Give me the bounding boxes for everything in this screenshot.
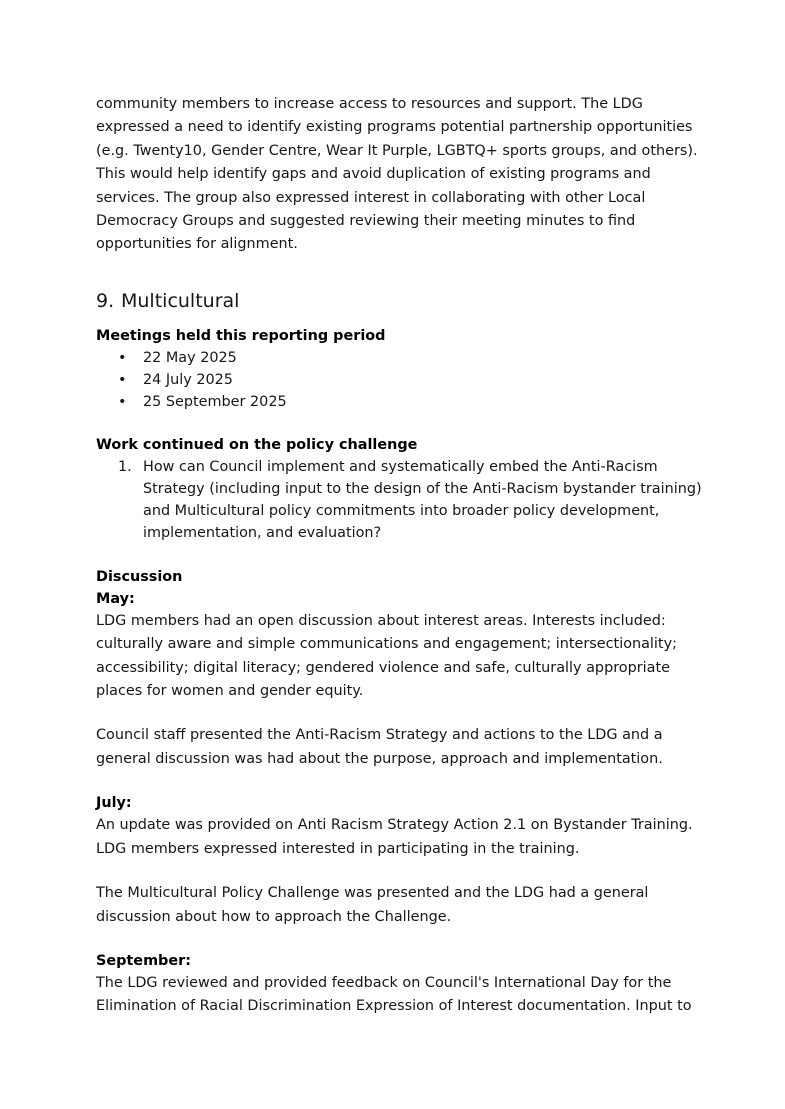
may-paragraph-1: LDG members had an open discussion about interest areas. Interests included: culturally aware and simple communications and engagement; intersectionality; accessibility; digital literacy; gendered violence and safe, culturally appropriate places for women and gender equity. — [96, 612, 677, 700]
meetings-heading: Meetings held this reporting period — [96, 327, 386, 344]
bullet-icon: • — [118, 371, 127, 388]
meeting-dates-list — [96, 347, 706, 413]
document-page — [96, 93, 706, 1019]
may-paragraph-2: Council staff presented the Anti-Racism Strategy and actions to the LDG and a general discussion was had about the purpose, approach and implementation. — [96, 727, 663, 767]
september-label: September: — [96, 952, 191, 969]
september-paragraph-1: The LDG reviewed and provided feedback on Council's International Day for the Elimination of Racial Discrimination Expression of Interest documentation. Input to — [96, 974, 692, 1015]
bullet-icon: • — [118, 349, 127, 366]
section-number: 9. — [96, 289, 115, 312]
section-title: Multicultural — [121, 289, 240, 312]
section-heading — [96, 288, 706, 314]
policy-challenge-list — [96, 456, 706, 544]
discussion-heading: Discussion — [96, 568, 183, 585]
policy-question: How can Council implement and systematically embed the Anti-Racism Strategy (including input to the design of the Anti-Racism bystander training) and Multicultural policy commitments into broader policy development, implementation, and evaluation? — [143, 458, 702, 541]
list-item — [96, 456, 706, 544]
intro-paragraph: community members to increase access to resources and support. The LDG expressed a need to identify existing programs potential partnership opportunities (e.g. Twenty10, Gender Centre, Wear It Purple, LGBTQ+ sports groups, and others). This would help identify gaps and avoid duplication of existing programs and services. The group also expressed interest in collaborating with other Local Democracy Groups and suggested reviewing their meeting minutes to find opportunities for alignment. — [96, 96, 698, 253]
july-paragraph-1: An update was provided on Anti Racism Strategy Action 2.1 on Bystander Training. LDG members expressed interested in participating in the training. — [96, 817, 693, 857]
bullet-icon: • — [118, 393, 127, 410]
list-item — [96, 369, 706, 391]
policy-challenge-heading: Work continued on the policy challenge — [96, 436, 418, 453]
meeting-date: 24 July 2025 — [143, 371, 233, 388]
list-item — [96, 347, 706, 369]
meeting-date: 22 May 2025 — [143, 349, 237, 366]
meeting-date: 25 September 2025 — [143, 393, 287, 410]
july-label: July: — [96, 795, 132, 812]
may-label: May: — [96, 590, 135, 607]
list-item — [96, 391, 706, 413]
item-number: 1. — [118, 458, 132, 475]
july-paragraph-2: The Multicultural Policy Challenge was presented and the LDG had a general discussion about how to approach the Challenge. — [96, 885, 649, 925]
